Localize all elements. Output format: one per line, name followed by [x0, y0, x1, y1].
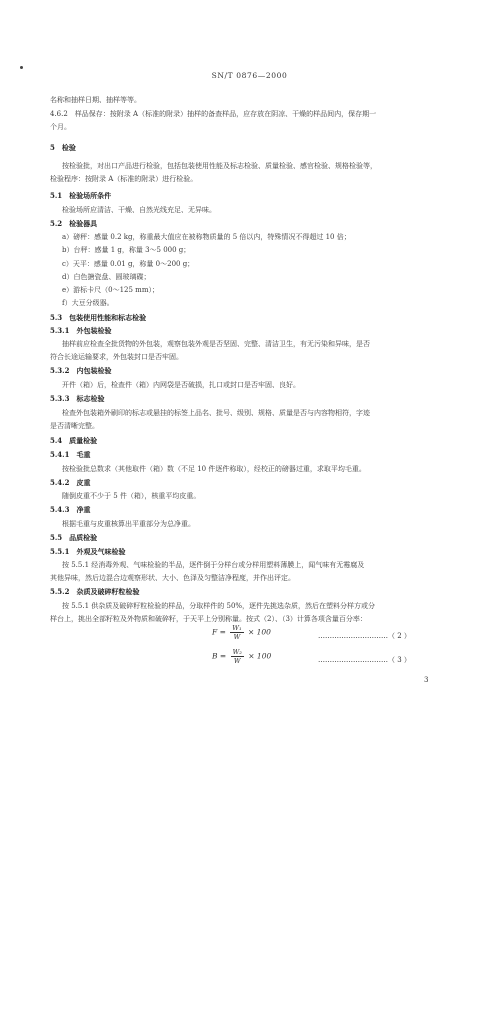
list-item: b）台秤：感量 1 g，称量 3～5 000 g； — [62, 246, 191, 254]
text-line: 按检验批总数求（其他取件（箱）数（不足 10 件逐件称取），经校正的磅器过重，求取平均毛重。 — [62, 465, 366, 473]
text-line: 根据毛重与皮重核算出平重部分为总净重。 — [62, 520, 195, 528]
list-item: d）白色搪瓷盘、圆玻璃碟； — [62, 273, 151, 281]
text-line: 4.6.2 样品保存：按附录 A（标准的附录）抽样的备查样品，应存放在阴凉、干燥的样品间内，保存期一 — [50, 110, 377, 118]
fraction-denominator: W — [233, 657, 241, 665]
subsection-heading: 5.3.2 内包装检验 — [50, 366, 112, 375]
formula-lhs: F = — [212, 627, 226, 637]
fraction-numerator: W₁ — [232, 624, 242, 632]
text-line: 检查外包装箱外刷印的标志或悬挂的标签上品名、批号、级别、规格、质量是否与内容物相符，字迹 — [62, 409, 370, 417]
page-number: 3 — [424, 676, 429, 684]
formula-rhs: × 100 — [248, 651, 272, 661]
text-line: 按检验批，对出口产品进行检验，包括包装使用性能及标志检验、质量检验、感官检验、规格检验等， — [62, 162, 377, 170]
margin-mark — [20, 66, 23, 69]
text-line: 随倒皮重不少于 5 件（箱），核重平均皮重。 — [62, 492, 201, 500]
fraction-denominator: W — [233, 633, 241, 641]
equation-number: …………………………（ 2 ） — [318, 632, 411, 640]
text-line: 个月。 — [50, 123, 71, 131]
subsection-heading: 5.1 检验场所条件 — [50, 191, 112, 200]
list-item: a）磅秤：感量 0.2 kg，称重最大值应在被称物质量的 5 倍以内，特殊情况不得超过 10 倍； — [62, 233, 351, 241]
subsection-heading: 5.5.1 外观及气味检验 — [50, 547, 126, 556]
text-line: 是否清晰完整。 — [50, 422, 99, 430]
formula-3 — [212, 648, 271, 665]
subsection-heading: 5.4 质量检验 — [50, 436, 98, 445]
text-line: 按 5.5.1 供杂质及破碎籽粒检验的样品，分取样件的 50%，逐件先挑选杂质，然后在塑料分样方或分 — [62, 602, 376, 610]
text-line: 符合长途运输要求，外包装封口是否牢固。 — [50, 353, 183, 361]
text-line: 检验程序：按附录 A（标准的附录）进行检验。 — [50, 175, 198, 183]
subsection-heading: 5.2 检验器具 — [50, 219, 98, 228]
text-line: 其他异味，然后边混合边观察形状、大小、色泽及匀整洁净程度，并作出评定。 — [50, 574, 295, 582]
subsection-heading: 5.4.2 皮重 — [50, 478, 91, 487]
page-header: SN/T 0876—2000 — [211, 71, 288, 80]
text-line: 抽样前应检查全批货物的外包装，观察包装外观是否坚固、完整、清洁卫生，有无污染和异味，是否 — [62, 340, 370, 348]
formula-2 — [212, 624, 271, 641]
subsection-heading: 5.3.1 外包装检验 — [50, 326, 112, 335]
list-item: e）游标卡尺（0～125 mm）； — [62, 286, 159, 294]
formula-lhs: B = — [212, 651, 227, 661]
fraction — [230, 624, 243, 641]
subsection-heading: 5.3 包装使用性能和标志检验 — [50, 313, 147, 322]
text-line: 样台上，挑出全部籽粒及外物质和破碎籽，于天平上分别称量。按式（2）、（3）计算各项含量百分率： — [50, 615, 367, 623]
list-item: c）天平：感量 0.01 g，称量 0～200 g； — [62, 260, 195, 268]
equation-number: …………………………（ 3 ） — [318, 656, 411, 664]
text-line: 开件（箱）后，检查件（箱）内网袋是否破损，扎口或封口是否牢固、良好。 — [62, 381, 300, 389]
subsection-heading: 5.4.3 净重 — [50, 505, 91, 514]
text-line: 按 5.5.1 经消毒外观、气味检验的半品，逐件倒于分样台或分样用塑料薄膜上，闻气味有无霉腐及 — [62, 561, 365, 569]
subsection-heading: 5.3.3 标志检验 — [50, 394, 105, 403]
text-line: 名称和抽样日期、抽样等等。 — [50, 96, 141, 104]
subsection-heading: 5.4.1 毛重 — [50, 450, 91, 459]
subsection-heading: 5.5.2 杂质及破碎籽粒检验 — [50, 587, 140, 596]
formula-rhs: × 100 — [247, 627, 271, 637]
list-item: f）大豆分级器。 — [62, 299, 114, 307]
subsection-heading: 5.5 品质检验 — [50, 533, 98, 542]
fraction-numerator: W₂ — [232, 648, 242, 656]
text-line: 检验场所应清洁、干燥、自然光线充足、无异味。 — [62, 206, 216, 214]
section-heading: 5 检验 — [50, 143, 76, 152]
fraction — [231, 648, 244, 665]
